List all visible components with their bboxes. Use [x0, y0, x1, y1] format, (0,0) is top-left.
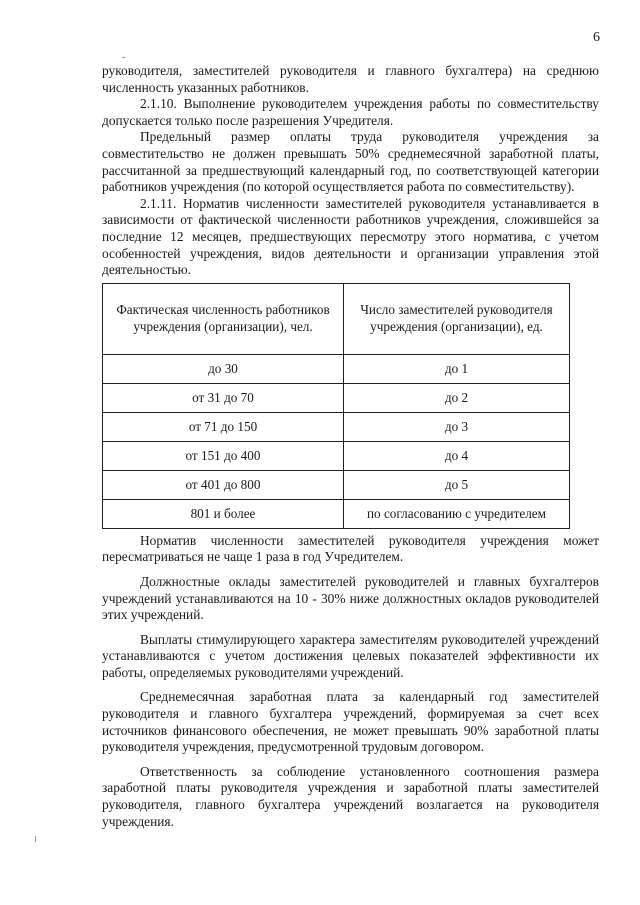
paragraph-incentive-payments: Выплаты стимулирующего характера заместителям руководителей учреждений устанавливаются с учетом достижения целевых показателей эффективности их работы, определяемых руководителями учреждений. [102, 631, 599, 680]
table-row [103, 470, 570, 499]
table-cell-staff: 801 и более [103, 499, 344, 528]
paragraph-deputy-salaries: Должностные оклады заместителей руководителей и главных бухгалтеров учреждений устанавливаются на 10 - 30% ниже должностных окладов руководителей этих учреждений. [102, 573, 599, 623]
table-cell-staff: от 71 до 150 [103, 412, 344, 441]
paragraph-continuation: руководителя, заместителей руководителя и главного бухгалтера) на среднюю численность указанных работников. [102, 63, 599, 95]
table-cell-deputies: до 5 [344, 470, 570, 499]
deputy-norm-table [102, 283, 570, 529]
table-row [103, 354, 570, 383]
scan-mark [122, 57, 125, 58]
table-cell-deputies: по согласованию с учредителем [344, 499, 570, 528]
table-header-staff-count: Фактическая численность работников учреждения (организации), чел. [103, 283, 344, 354]
page-number: 6 [593, 30, 600, 45]
paragraph-2-1-11: 2.1.11. Норматив численности заместителей руководителя устанавливается в зависимости от фактической численности работников учреждения, сложившейся за последние 12 месяцев, предшествующих пересмотру этого норматива, с учетом особенностей учреждения, видов деятельности и организации управления этой деятельностью. [102, 195, 599, 278]
table-cell-staff: до 30 [103, 354, 344, 383]
table-header-row [103, 283, 570, 354]
table-row [103, 412, 570, 441]
paragraph-norm-revision: Норматив численности заместителей руководителя учреждения может пересматриваться не чаще 1 раза в год Учредителем. [102, 532, 599, 565]
table-cell-staff: от 401 до 800 [103, 470, 344, 499]
table-cell-deputies: до 1 [344, 354, 570, 383]
paragraph-2-1-10: 2.1.10. Выполнение руководителем учреждения работы по совместительству допускается только после разрешения Учредителя. [102, 96, 599, 128]
table-row [103, 499, 570, 528]
document-body [102, 63, 599, 830]
table-row [103, 383, 570, 412]
table-header-deputy-count: Число заместителей руководителя учреждения (организации), ед. [344, 283, 570, 354]
table-cell-deputies: до 4 [344, 441, 570, 470]
scan-mark [35, 836, 36, 842]
paragraph-part-time-pay-limit: Предельный размер оплаты труда руководителя учреждения за совместительство не должен превышать 50% среднемесячной заработной платы, рассчитанной за предшествующий календарный год, по соответствующей категории работников учреждения (по которой осуществляется работа по совместительству). [102, 129, 599, 195]
paragraph-responsibility: Ответственность за соблюдение установленного соотношения размера заработной платы руководителя учреждения и заработной платы заместителей руководителя, главного бухгалтера учреждений возлагается на руководителя учреждения. [102, 763, 599, 829]
paragraph-average-salary-cap: Среднемесячная заработная плата за календарный год заместителей руководителя и главного бухгалтера учреждений, формируемая за счет всех источников финансового обеспечения, не может превышать 90% заработной платы руководителя учреждения, предусмотренной трудовым договором. [102, 689, 599, 755]
table-cell-deputies: до 2 [344, 383, 570, 412]
table-cell-staff: от 31 до 70 [103, 383, 344, 412]
table-cell-staff: от 151 до 400 [103, 441, 344, 470]
table-cell-deputies: до 3 [344, 412, 570, 441]
table-row [103, 441, 570, 470]
